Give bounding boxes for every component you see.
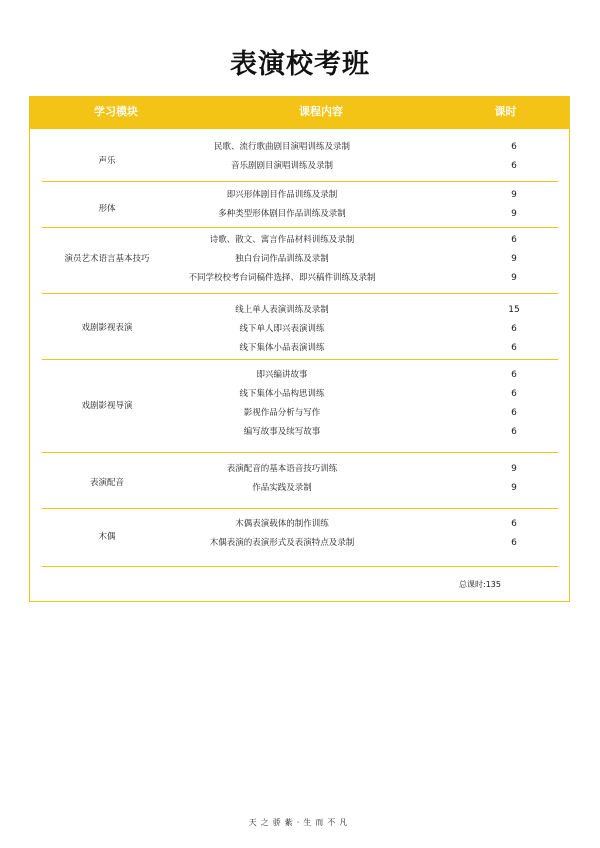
course-content: 线下集体小品构思训练	[239, 389, 325, 399]
table-row	[42, 424, 558, 440]
table-row	[42, 461, 558, 477]
course-content: 木偶表演的表演形式及表演特点及录制	[209, 538, 355, 548]
section-acting	[42, 294, 558, 360]
table-row	[42, 139, 558, 155]
table-row	[42, 535, 558, 551]
table-row	[42, 302, 558, 318]
total-hours: 总课时:135	[459, 580, 501, 589]
table-row	[42, 340, 558, 356]
course-content: 独白台词作品训练及录制	[235, 254, 329, 264]
section-language	[42, 228, 558, 294]
course-hours: 6	[511, 343, 517, 353]
module-name: 木偶	[98, 532, 116, 542]
course-content: 即兴形体剧目作品训练及录制	[226, 190, 338, 200]
module-name: 声乐	[98, 156, 116, 166]
course-hours: 6	[511, 161, 517, 171]
table-row	[42, 251, 558, 267]
section-vocal	[42, 131, 558, 182]
course-hours: 6	[511, 370, 517, 380]
course-hours: 6	[511, 427, 517, 437]
header-module: 学习模块	[94, 105, 138, 118]
module-name: 戏剧影视表演	[81, 323, 133, 333]
module-name: 戏剧影视导演	[81, 401, 133, 411]
table-row	[42, 187, 558, 203]
section-dubbing	[42, 453, 558, 509]
section-directing	[42, 360, 558, 453]
course-hours: 6	[511, 519, 517, 529]
table-header	[30, 97, 569, 129]
course-content: 线上单人表演训练及录制	[235, 305, 329, 315]
course-hours: 9	[511, 190, 517, 200]
module-name: 演员艺术语言基本技巧	[64, 254, 150, 264]
table-row	[42, 158, 558, 174]
section-puppet	[42, 509, 558, 567]
header-content: 课程内容	[299, 105, 343, 118]
course-content: 即兴编讲故事	[256, 370, 308, 380]
course-hours: 9	[511, 254, 517, 264]
course-content: 作品实践及录制	[252, 483, 312, 493]
course-content: 多种类型形体剧目作品训练及录制	[218, 209, 346, 219]
course-content: 诗歌、散文、寓言作品材料训练及录制	[209, 235, 355, 245]
table-row	[42, 232, 558, 248]
table-row	[42, 270, 558, 286]
course-hours: 9	[511, 209, 517, 219]
course-hours: 15	[508, 305, 520, 315]
table-row	[42, 386, 558, 402]
course-hours: 6	[511, 538, 517, 548]
course-hours: 9	[511, 464, 517, 474]
course-content: 表演配音的基本语音技巧训练	[226, 464, 338, 474]
course-content: 影视作品分析与写作	[243, 408, 321, 418]
course-hours: 9	[511, 483, 517, 493]
table-row	[42, 516, 558, 532]
course-hours: 6	[511, 235, 517, 245]
course-hours: 6	[511, 389, 517, 399]
course-content: 编写故事及续写故事	[243, 427, 321, 437]
table-row	[42, 405, 558, 421]
module-name: 形体	[98, 204, 116, 214]
course-hours: 9	[511, 273, 517, 283]
course-content: 音乐剧剧目演唱训练及录制	[230, 161, 333, 171]
course-content: 民歌、流行歌曲剧目演唱训练及录制	[213, 142, 350, 152]
course-hours: 6	[511, 324, 517, 334]
page-title: 表演校考班	[230, 49, 370, 80]
module-name: 表演配音	[89, 478, 124, 488]
course-content: 木偶表演载体的制作训练	[235, 519, 329, 529]
footer-slogan: 天之骄紫·生而不凡	[248, 818, 352, 827]
table-row	[42, 321, 558, 337]
section-body	[42, 182, 558, 228]
course-content: 线下单人即兴表演训练	[239, 324, 325, 334]
table-row	[42, 367, 558, 383]
header-hours: 课时	[494, 105, 517, 118]
table-row	[42, 480, 558, 496]
course-hours: 6	[511, 408, 517, 418]
course-content: 不同学校校考台词稿件选择、即兴稿件训练及录制	[188, 273, 376, 283]
course-content: 线下集体小品表演训练	[239, 343, 325, 353]
table-row	[42, 206, 558, 222]
course-table	[29, 96, 570, 602]
course-hours: 6	[511, 142, 517, 152]
